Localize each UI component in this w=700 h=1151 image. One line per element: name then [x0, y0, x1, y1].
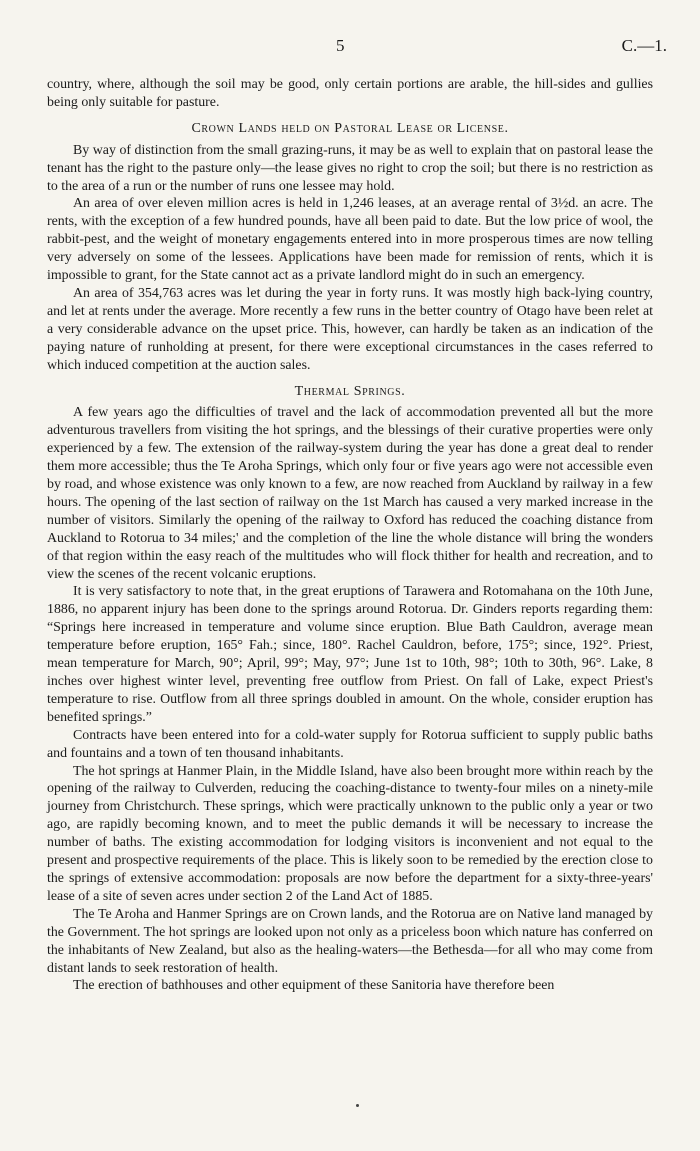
paragraph: An area of 354,763 acres was let during the year in forty runs. It was mostly high back-lying country, and let at rents under the average. More recently a few runs in the better country of Otago have been relet at a very considerable advance on the upset price. This, however, can hardly be taken as an indication of the paying nature of runholding at present, for there were exceptional circumstances in the cases referred to which induced competition at the auction sales.	[47, 285, 653, 373]
paragraph: The hot springs at Hanmer Plain, in the Middle Island, have also been brought more within reach by the opening of the railway to Culverden, reducing the coaching-distance to twenty-four miles on a ninety-mile journey from Christchurch. These springs, which were practically unknown to the public only a year or two ago, are rapidly becoming known, and to meet the public demands it will be necessary to increase the number of baths. The existing accommodation for lodging visitors is inconvenient and not equal to the present and prospective requirements of the place. This is likely soon to be remedied by the erection close to the springs of extensive accommodation: proposals are now before the department for a sixty-three-years' lease of a site of seven acres under section 2 of the Land Act of 1885.	[47, 763, 653, 904]
page-number: 5	[336, 36, 345, 55]
document-page	[47, 36, 667, 994]
paragraph: It is very satisfactory to note that, in the great eruptions of Tarawera and Rotomahana on the 10th June, 1886, no apparent injury has been done to the springs around Rotorua. Dr. Ginders reports regarding them: “Springs here increased in temperature and volume since eruption. Blue Bath Cauldron, average mean temperature before eruption, 165° Fah.; since, 180°. Rachel Cauldron, before, 175°; since, 192°. Priest, mean temperature for March, 90°; April, 99°; May, 97°; June 1st to 10th, 98°; 10th to 30th, 96°. Lake, 8 inches over highest winter level, preventing free outflow from Priest. On fall of Lake, expect Priest's temperature to rise. Outflow from all three springs doubled in amount. On the whole, consider eruption has benefited springs.”	[47, 584, 653, 725]
paragraph: A few years ago the difficulties of travel and the lack of accommodation prevented all but the more adventurous travellers from visiting the hot springs, and the blessings of their curative properties were only experienced by a few. The extension of the railway-system during the year has done a great deal to render them more accessible; thus the Te Aroha Springs, which only four or five years ago were not accessible even by road, and whose existence was only known to a few, are now reached from Auckland by railway in a few hours. The opening of the last section of railway on the 1st March has caused a very marked increase in the number of visitors. Similarly the opening of the railway to Oxford has reduced the coaching distance from Auckland to Rotorua to 34 miles;' and the completion of the line the whole distance will bring the wonders of that region within the easy reach of the multitudes who will flock thither for health and recreation, and to view the scenes of the recent volcanic eruptions.	[47, 405, 653, 582]
paragraph: country, where, although the soil may be good, only certain portions are arable, the hill-sides and gullies being only suitable for pasture.	[47, 77, 653, 110]
section-heading-thermal-springs: Thermal Springs.	[294, 383, 406, 399]
document-reference: C.—1.	[621, 36, 667, 55]
print-mark	[356, 1104, 359, 1107]
page-header	[47, 36, 667, 60]
document-body	[47, 76, 653, 995]
paragraph: Contracts have been entered into for a cold-water supply for Rotorua sufficient to supply public baths and fountains and a town of ten thousand inhabitants.	[47, 727, 653, 761]
paragraph: An area of over eleven million acres is held in 1,246 leases, at an average rental of 3½d. an acre. The rents, with the exception of a few hundred pounds, have all been paid to date. But the low price of wool, the rabbit-pest, and the weight of monetary engagements entered into in more prosperous times are now telling very adversely on some of the lessees. Applications have been made for remission of rents, which it is impossible to grant, for the State cannot act as a private landlord might do in such an emergency.	[47, 196, 653, 284]
paragraph: The Te Aroha and Hanmer Springs are on Crown lands, and the Rotorua are on Native land managed by the Government. The hot springs are looked upon not only as a priceless boon which nature has conferred on the inhabitants of New Zealand, but also as the healing-waters—the Bethesda—for all who may come from distant lands to seek restoration of health.	[47, 906, 653, 976]
paragraph: By way of distinction from the small grazing-runs, it may be as well to explain that on pastoral lease the tenant has the right to the pasture only—the lease gives no right to crop the soil; but there is no restriction as to the area of a run or the number of runs one lessee may hold.	[47, 142, 653, 194]
section-heading-crown-lands: Crown Lands held on Pastoral Lease or License.	[191, 120, 509, 136]
paragraph: The erection of bathhouses and other equipment of these Sanitoria have therefore been	[73, 978, 555, 994]
